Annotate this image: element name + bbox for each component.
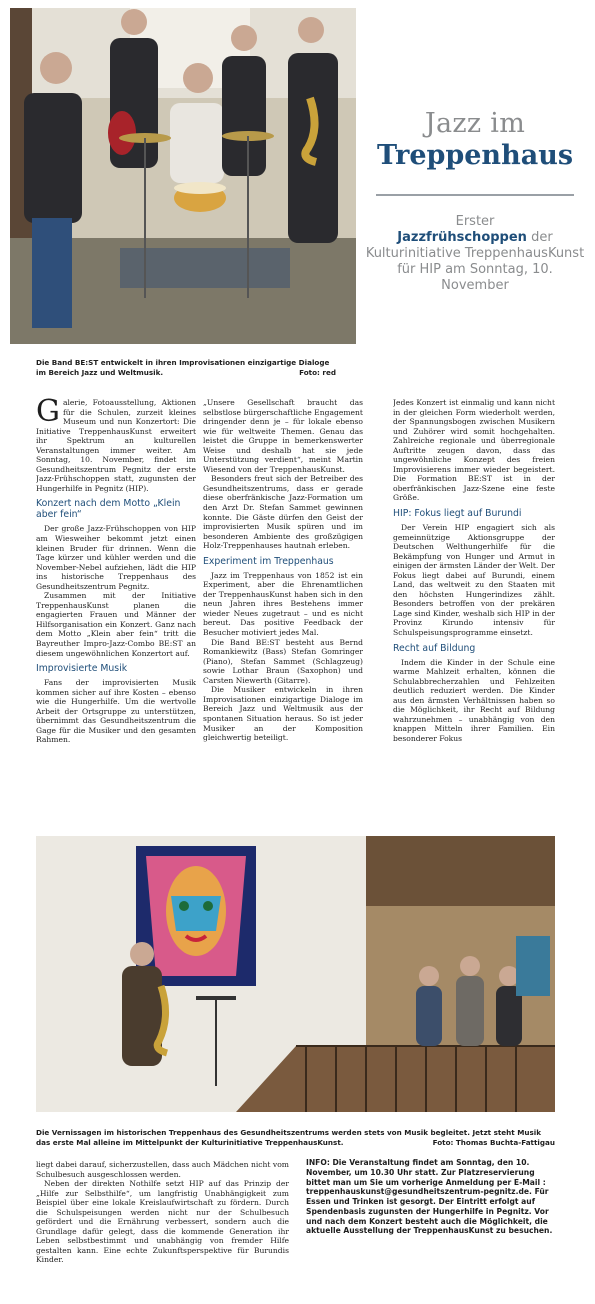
band-photo-credit: Foto: red [299,368,336,377]
subheadline-post: der Kulturinitiative TreppenhausKunst für HIP am Sonntag, 10. November [365,230,585,293]
section-heading-hip-burundi: HIP: Fokus liegt auf Burundi [393,508,522,520]
article-column-1 [36,398,196,834]
section-heading-recht-auf-bildung: Recht auf Bildung [393,642,476,654]
stairwell-photo-credit: Foto: Thomas Buchta-Fattigau [432,1138,555,1147]
paragraph: Jazz im Treppenhaus von 1852 ist ein Experiment, aber die Ehrenamtlichen der TreppenhausKunst haben sich in den neun Jahren ihres Bestehens immer wieder Neues zugetraut – und es nicht bereut. Das positive Feedback der Besucher motiviert jedes Mal. [203,570,363,638]
article-column-bottom [36,1160,289,1270]
title-divider [376,194,574,196]
stairwell-photo-caption-text: Die Vernissagen im historischen Treppenhaus des Gesundheitszentrums werden stets von Musik begleitet. Jetzt steht Musik das erste Mal alleine im Mittelpunkt der Kulturinitiative TreppenhausKunst. [36,1128,542,1147]
band-photo-caption [36,358,336,378]
article-column-2 [203,398,363,834]
section-heading-improvisierte-musik: Improvisierte Musik [36,663,128,675]
paragraph: Galerie, Fotoausstellung, Aktionen für die Schulen, zurzeit kleines Museum und nun Konzertort: Die Initiative TreppenhausKunst erweitert ihr Spektrum an kulturellen Veranstaltungen immer weiter. Am Sonntag, 10. November, findet im Gesundheitszentrum Pegnitz der erste Jazz-Frühschoppen statt, zugunsten der Hungerhilfe in Pegnitz (HIP). [36,398,196,493]
headline-line-1: Jazz im [424,108,526,139]
band-photo [10,8,356,344]
paragraph: Die Band BE:ST besteht aus Bernd Romankiewitz (Bass) Stefan Gomringer (Piano), Stefan Sammet (Schlagzeug) sowie Lothar Braun (Saxophon) und Carsten Niewerth (Gitarre). [203,637,363,685]
info-box [306,1158,556,1236]
subheadline-pre: Erster [455,214,495,229]
stairwell-photo-caption [36,1128,555,1148]
headline-line-2: Treppenhaus [376,140,574,171]
info-text: INFO: Die Veranstaltung findet am Sonntag, den 10. November, um 10.30 Uhr statt. Zur Platzreservierung bittet man um Sie um vorherige Anmeldung per E-Mail : treppenhauskunst@gesundheitszentrum-pegnitz.de. Für Essen und Trinken ist gesorgt. Der Eintritt erfolgt auf Spendenbasis zugunsten der Hungerhilfe in Pegnitz. Vor und nach dem Konzert besteht auch die Möglichkeit, die aktuelle Ausstellung der TreppenhausKunst zu besuchen. [306,1158,553,1236]
paragraph: Indem die Kinder in der Schule eine warme Mahlzeit erhalten, können die Schulabbrecherzahlen und Fehlzeiten deutlich reduziert werden. Die Kinder aus den ärmsten Verhältnissen haben so die Möglichkeit, ihr Recht auf Bildung wahrzunehmen – unabhängig von den knappen Mitteln ihrer Familien. Ein besonderer Fokus [393,657,555,743]
paragraph: Jedes Konzert ist einmalig und kann nicht in der gleichen Form wiederholt werden, der Spannungsbogen zwischen Musikern und Zuhörer wird somit hochgehalten. Zahlreiche regionale und überregionale Auftritte zeugen davon, dass das ungewöhnliche Konzept des freien Improvisierens immer wieder begeistert. Die Formation BE:ST ist in der oberfränkischen Jazz-Szene eine feste Größe. [393,398,555,503]
section-heading-experiment: Experiment im Treppenhaus [203,555,334,567]
section-heading-motto: Konzert nach dem Motto „Klein aber fein“ [36,498,181,521]
drop-cap: G [36,398,60,429]
subheadline [362,214,588,294]
paragraph: Besonders freut sich der Betreiber des Gesundheitszentrums, dass er gerade diese oberfränkische Jazz-Formation um den Arzt Dr. Stefan Sammet gewinnen konnte. Die Gäste dürfen den Geist der improvisierten Musik spüren und im besonderen Ambiente des großzügigen Holz-Treppenhauses hautnah erleben. [203,474,363,551]
paragraph: Neben der direkten Nothilfe setzt HIP auf das Prinzip der „Hilfe zur Selbsthilfe“, um langfristig Unabhängigkeit zum Beispiel über eine lokale Kreislaufwirtschaft zu fördern. Durch die Schulspeisungen werden nicht nur der Schulbesuch gefördert und die Ernährung verbessert, sondern auch die Grundlage dafür gelegt, dass die kommende Generation ihr Leben selbstbestimmt und unabhängig von fremder Hilfe gestalten kann. Eine echte Zukunftsperspektive für Burundis Kinder. [36,1179,289,1265]
paragraph: Zusammen mit der Initiative TreppenhausKunst planen die engagierten Frauen und Männer der Hilfsorganisation ein Konzert. Ganz nach dem Motto „Klein aber fein“ tritt die Bayreuther Impro-Jazz-Combo BE:ST an diesem ungewöhnlichen Konzertort auf. [36,591,196,658]
title-block [362,8,588,344]
paragraph: Fans der improvisierten Musik kommen sicher auf ihre Kosten – ebenso wie die Hungerhilfe. Um die wertvolle Arbeit der Ortsgruppe zu unterstützen, übernimmt das Gesundheitszentrum die Gage für die Musiker und den gesamten Rahmen. [36,678,196,745]
article-column-3 [393,398,555,834]
paragraph: Der Verein HIP engagiert sich als gemeinnützige Aktionsgruppe der Deutschen Welthungerhilfe für die Bekämpfung von Hunger und Armut in einigen der ärmsten Länder der Welt. Der Fokus liegt dabei auf Burundi, einem Land, das weltweit zu den Staaten mit den höchsten Hungerindizes zählt. Besonders betroffen von der prekären Lage sind Kinder, weshalb sich HIP in der Provinz Kirundo intensiv für Schulspeisungsprogramme einsetzt. [393,523,555,638]
subheadline-highlight: Jazzfrühschoppen [397,230,527,245]
stairwell-photo [36,836,555,1112]
paragraph: „Unsere Gesellschaft braucht das selbstlose bürgerschaftliche Engagement dringender denn je – für lokale ebenso wie für weltweite Themen. Genau das leistet die Gruppe in bemerkenswerter Weise und deshalb hat sie jede Unterstützung verdient“, meint Martin Wiesend von der TreppenhausKunst. [203,398,363,474]
stairwell-photo-illustration [36,836,555,1112]
paragraph: Der große Jazz-Frühschoppen von HIP am Wiesweiher bekommt jetzt einen kleinen Bruder für drinnen. Wenn die Tage kürzer und kühler werden und die November-Nebel aufziehen, lädt die HIP ins historische Treppenhaus des Gesundheitszentrum Pegnitz. [36,524,196,591]
band-photo-caption-text: Die Band BE:ST entwickelt in ihren Improvisationen einzigartige Dialoge im Bereich Jazz und Weltmusik. [36,358,330,377]
paragraph: Die Musiker entwickeln in ihren Improvisationen einzigartige Dialoge im Bereich Jazz und Weltmusik aus der spontanen Situation heraus. So ist jeder Musiker an der Komposition gleichwertig beteiligt. [203,685,363,743]
paragraph: liegt dabei darauf, sicherzustellen, dass auch Mädchen nicht vom Schulbesuch ausgeschlossen werden. [36,1160,289,1179]
band-photo-illustration [10,8,356,344]
